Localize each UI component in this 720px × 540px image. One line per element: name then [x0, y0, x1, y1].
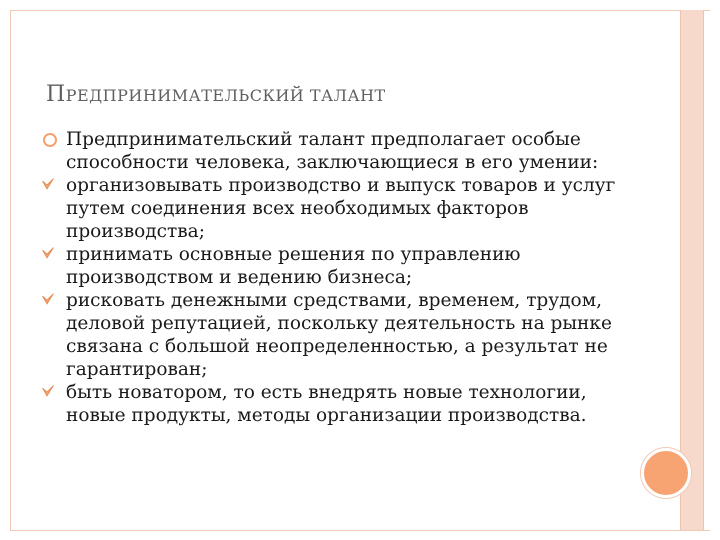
list-item-text: Предпринимательский талант предполагает особые способности человека, заключающиеся в его умении: — [66, 129, 599, 173]
list-item-text: принимать основные решения по управлению производством и ведению бизнеса; — [66, 244, 521, 288]
decorative-circle — [641, 448, 691, 498]
frame-bottom-line — [10, 530, 710, 531]
list-item-text: рисковать денежными средствами, временем, трудом, деловой репутацией, поскольку деятельность на рынке связана с большой неопределенностью, а результат не гарантирован; — [66, 290, 612, 380]
checkmark-icon — [41, 292, 55, 306]
slide-title — [46, 82, 386, 107]
frame-top-line — [10, 10, 710, 11]
bullet-list — [40, 128, 650, 427]
list-item — [40, 289, 650, 381]
frame-left-line — [10, 10, 11, 530]
title-initial: П — [46, 82, 66, 107]
right-decorative-band — [680, 10, 704, 530]
checkmark-icon — [41, 246, 55, 260]
list-item — [40, 243, 650, 289]
checkmark-icon — [41, 177, 55, 191]
circle-icon — [43, 133, 57, 147]
title-rest: РЕДПРИНИМАТЕЛЬСКИЙ ТАЛАНТ — [65, 86, 386, 105]
list-item — [40, 174, 650, 243]
list-item-text: организовывать производство и выпуск товаров и услуг путем соединения всех необходимых факторов производства; — [66, 175, 616, 242]
list-item-text: быть новатором, то есть внедрять новые технологии, новые продукты, методы организации производства. — [66, 382, 587, 426]
list-item — [40, 128, 650, 174]
list-item — [40, 381, 650, 427]
checkmark-icon — [41, 384, 55, 398]
